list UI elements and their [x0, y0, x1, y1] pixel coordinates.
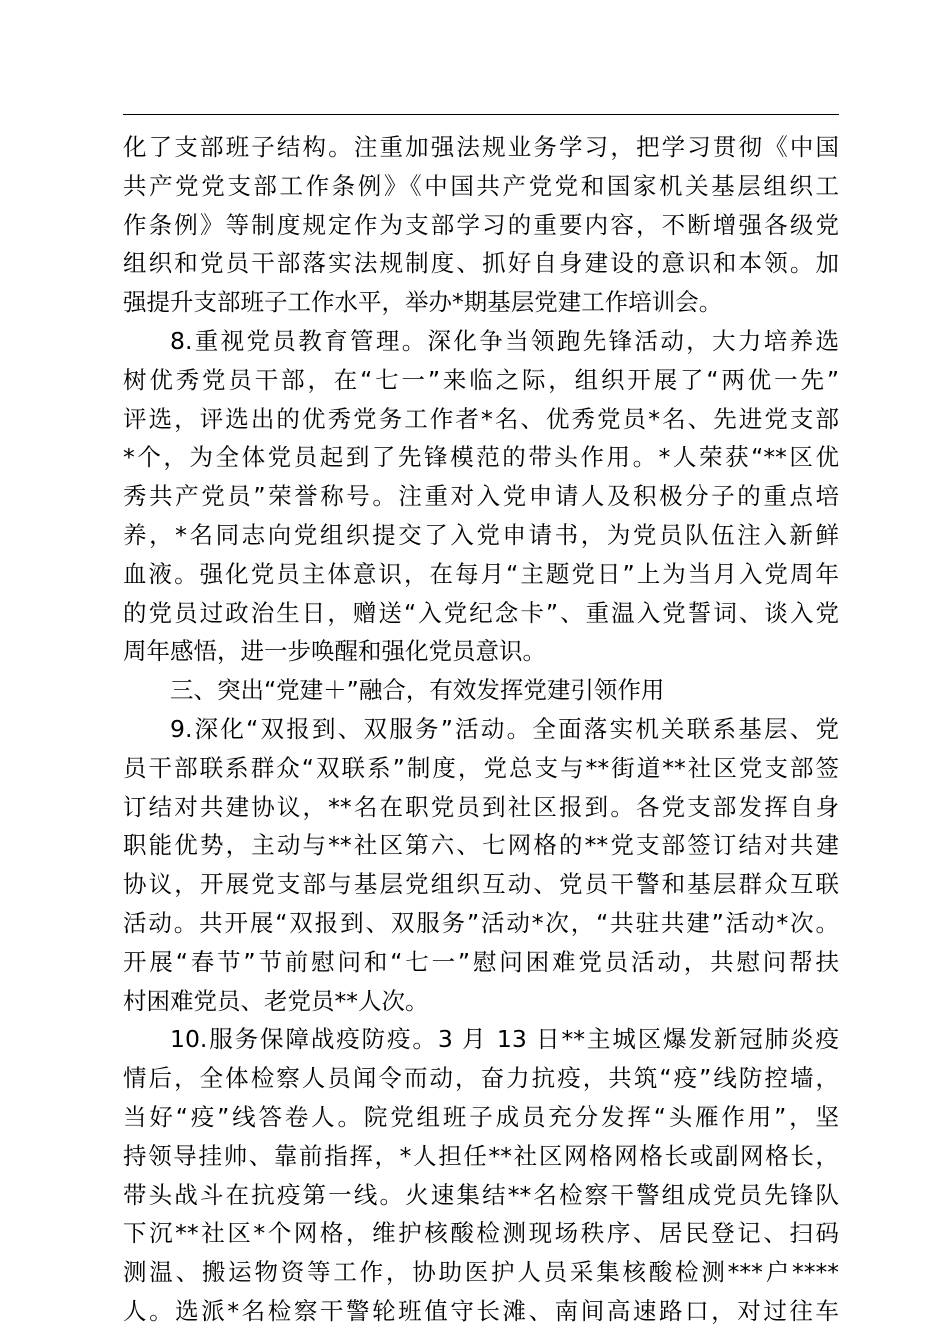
- text-line: 活动。共开展“双报到、双服务”活动*次，“共驻共建”活动*次。: [123, 908, 839, 937]
- text-line: 周年感悟，进一步唤醒和强化党员意识。: [123, 637, 546, 666]
- text-line: 的党员过政治生日，赠送“入党纪念卡”、重温入党誓词、谈入党: [123, 598, 839, 627]
- text-line: 订结对共建协议，**名在职党员到社区报到。各党支部发挥自身: [123, 792, 839, 821]
- text-line: 当好“疫”线答卷人。院党组班子成员充分发挥“头雁作用”，坚: [123, 1102, 839, 1131]
- text-line: 共产党党支部工作条例》《中国共产党党和国家机关基层组织工: [123, 171, 839, 200]
- text-line: 职能优势，主动与**社区第六、七网格的**党支部签订结对共建: [123, 831, 839, 860]
- text-line: 养，*名同志向党组织提交了入党申请书，为党员队伍注入新鲜: [123, 520, 839, 549]
- text-line: 血液。强化党员主体意识，在每月“主题党日”上为当月入党周年: [123, 559, 839, 588]
- text-line: 带头战斗在抗疫第一线。火速集结**名检察干警组成党员先锋队: [123, 1180, 839, 1209]
- header-divider: [123, 114, 839, 115]
- document-body: [123, 128, 839, 1331]
- text-line: 员干部联系群众“双联系”制度，党总支与**街道**社区党支部签: [123, 753, 839, 782]
- text-line: 树优秀党员干部，在“七一”来临之际，组织开展了“两优一先”: [123, 365, 839, 394]
- text-line: 下沉**社区*个网格，维护核酸检测现场秩序、居民登记、扫码: [123, 1219, 839, 1248]
- text-line: 协议，开展党支部与基层党组织互动、党员干警和基层群众互联: [123, 870, 839, 899]
- section-heading-3: 三、突出“党建＋”融合，有效发挥党建引领作用: [170, 676, 665, 705]
- text-line: 秀共产党员”荣誉称号。注重对入党申请人及积极分子的重点培: [123, 482, 839, 511]
- text-line: 测温、搬运物资等工作，协助医护人员采集核酸检测***户****: [123, 1258, 839, 1287]
- text-line: 人。选派*名检察干警轮班值守长滩、南间高速路口，对过往车: [123, 1296, 839, 1325]
- text-line: 作条例》等制度规定作为支部学习的重要内容，不断增强各级党: [123, 210, 839, 239]
- paragraph-heading-8: 8.重视党员教育管理。深化争当领跑先锋活动，大力培养选: [170, 326, 839, 355]
- text-line: 持领导挂帅、靠前指挥，*人担任**社区网格网格长或副网格长，: [123, 1141, 839, 1170]
- text-line: 强提升支部班子工作水平，举办*期基层党建工作培训会。: [123, 288, 723, 317]
- text-line: 村困难党员、老党员**人次。: [123, 986, 429, 1015]
- text-line: 组织和党员干部落实法规制度、抓好自身建设的意识和本领。加: [123, 249, 839, 278]
- text-line: 评选，评选出的优秀党务工作者*名、优秀党员*名、先进党支部: [123, 404, 839, 433]
- text-line: 情后，全体检察人员闻令而动，奋力抗疫，共筑“疫”线防控墙，: [123, 1064, 839, 1093]
- text-line: 开展“春节”节前慰问和“七一”慰问困难党员活动，共慰问帮扶: [123, 947, 839, 976]
- paragraph-heading-9: 9.深化“双报到、双服务”活动。全面落实机关联系基层、党: [170, 714, 839, 743]
- text-line: 化了支部班子结构。注重加强法规业务学习，把学习贯彻《中国: [123, 133, 839, 161]
- text-line: *个，为全体党员起到了先锋模范的带头作用。*人荣获“**区优: [123, 443, 839, 472]
- paragraph-heading-10: 10.服务保障战疫防疫。3 月 13 日**主城区爆发新冠肺炎疫: [170, 1025, 839, 1054]
